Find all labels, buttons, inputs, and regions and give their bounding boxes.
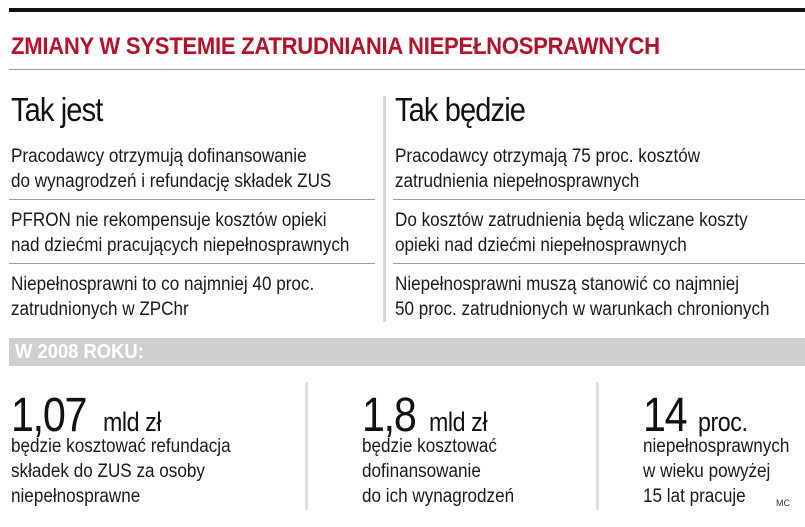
stat-subsidy-line-2: dofinansowanie [362,461,481,482]
row-1-future [395,144,700,194]
column-divider [383,96,386,322]
row-divider-right [393,263,805,264]
row-1-future-line-1: Pracodawcy otrzymają 75 proc. kosztów [395,146,701,167]
infographic-title: ZMIANY W SYSTEMIE ZATRUDNIANIA NIEPEŁNOSPRAWNYCH [11,33,660,60]
stat-refund-description [11,434,231,509]
row-3-future-line-2: 50 proc. zatrudnionych w warunkach chronionych [395,299,770,320]
row-3-current-line-2: zatrudnionych w ZPChr [11,299,189,320]
stat-subsidy-line-3: do ich wynagrodzeń [362,486,515,507]
row-1-current [11,144,331,194]
stat-refund-line-3: niepełnosprawne [11,486,141,507]
row-divider-right [393,199,805,200]
row-2-current-line-1: PFRON nie rekompensuje kosztów opieki [11,210,327,231]
heading-tak-jest: Tak jest [11,91,103,128]
stat-subsidy-number: 1,8 [362,389,416,442]
row-3-future-line-1: Niepełnosprawni muszą stanowić co najmniej [395,274,740,295]
title-divider [9,69,805,70]
row-2-current [11,208,349,258]
stat-employment-line-3: 15 lat pracuje [643,486,746,507]
top-rule [9,8,805,12]
row-divider-left [9,263,375,264]
heading-tak-bedzie: Tak będzie [395,91,526,128]
row-3-future [395,272,770,322]
row-1-current-line-2: do wynagrodzeń i refundację składek ZUS [11,171,332,192]
year-band-label: W 2008 ROKU: [15,341,144,363]
stat-divider [305,382,308,510]
row-3-current [11,272,314,322]
stat-refund-line-2: składek do ZUS za osoby [11,461,205,482]
stat-subsidy-line-1: będzie kosztować [362,436,497,457]
stat-divider [596,382,599,510]
stat-subsidy-unit: mld zł [428,407,487,437]
stat-subsidy-description [362,434,514,509]
row-2-future [395,208,748,258]
row-2-future-line-2: opieki nad dziećmi niepełnosprawnych [395,235,687,256]
row-2-future-line-1: Do kosztów zatrudnienia będą wliczane koszty [395,210,748,231]
stat-refund-unit: mld zł [102,407,161,437]
row-3-current-line-1: Niepełnosprawni to co najmniej 40 proc. [11,274,315,295]
row-divider-left [9,199,375,200]
stat-employment-line-1: niepełnosprawnych [643,436,790,457]
stat-employment-description [643,434,789,509]
stat-refund-line-1: będzie kosztować refundacja [11,436,231,457]
stat-employment-line-2: w wieku powyżej [643,461,771,482]
row-1-future-line-2: zatrudnienia niepełnosprawnych [395,171,640,192]
stat-employment-unit: proc. [697,407,748,437]
stat-employment-number: 14 [643,389,687,442]
row-1-current-line-1: Pracodawcy otrzymują dofinansowanie [11,146,307,167]
row-2-current-line-2: nad dziećmi pracujących niepełnosprawnych [11,235,350,256]
stat-refund-number: 1,07 [11,389,87,442]
author-credit: MC [776,498,790,508]
